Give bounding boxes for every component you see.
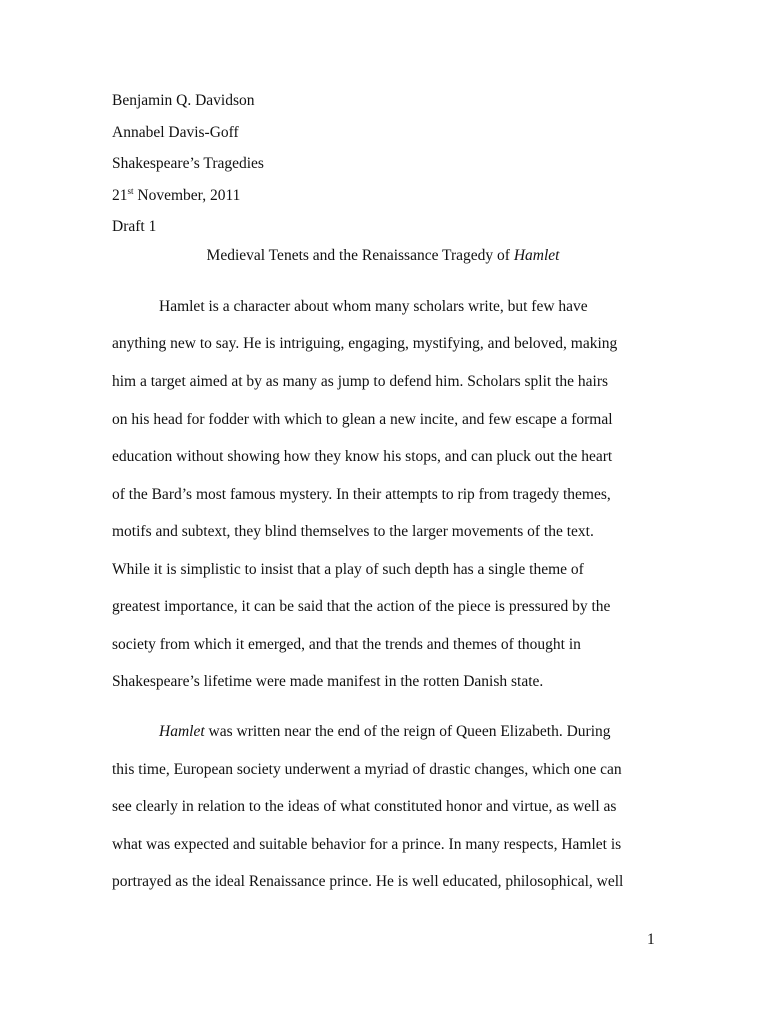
paragraph-2-line-4: what was expected and suitable behavior for a prince. In many respects, Hamlet is: [112, 836, 622, 853]
paragraph-2-italic: Hamlet: [159, 723, 205, 740]
paragraph-1-line-2: anything new to say. He is intriguing, engaging, mystifying, and beloved, making: [112, 335, 618, 352]
page-number: 1: [647, 931, 655, 948]
paragraph-1-line-4: on his head for fodder with which to glean a new incite, and few escape a formal: [112, 411, 613, 428]
date-suffix: st: [127, 186, 134, 196]
draft-label: Draft 1: [112, 218, 157, 235]
paragraph-1-line-7: motifs and subtext, they blind themselves to the larger movements of the text.: [112, 523, 594, 540]
paragraph-1-line-3: him a target aimed at by as many as jump to defend him. Scholars split the hairs: [112, 373, 609, 390]
title-main: Medieval Tenets and the Renaissance Tragedy of: [206, 247, 514, 264]
paragraph-2-line-1: [159, 722, 611, 742]
paragraph-2-line-5: portrayed as the ideal Renaissance prince. He is well educated, philosophical, well: [112, 873, 624, 890]
paragraph-2-first-rest: was written near the end of the reign of Queen Elizabeth. During: [204, 723, 611, 740]
author-name: Benjamin Q. Davidson: [112, 92, 255, 109]
paragraph-2-line-2: this time, European society underwent a myriad of drastic changes, which one can: [112, 761, 622, 778]
paragraph-1-line-1: Hamlet is a character about whom many scholars write, but few have: [159, 298, 588, 315]
date-line: [112, 186, 240, 206]
paragraph-2-line-3: see clearly in relation to the ideas of what constituted honor and virtue, as well as: [112, 798, 617, 815]
paragraph-1-line-8: While it is simplistic to insist that a play of such depth has a single theme of: [112, 561, 584, 578]
date-day: 21: [112, 187, 128, 204]
paragraph-1-line-10: society from which it emerged, and that the trends and themes of thought in: [112, 636, 581, 653]
instructor-name: Annabel Davis-Goff: [112, 124, 239, 141]
paragraph-1-line-11: Shakespeare’s lifetime were made manifest in the rotten Danish state.: [112, 673, 544, 690]
paragraph-1-line-6: of the Bard’s most famous mystery. In their attempts to rip from tragedy themes,: [112, 486, 611, 503]
date-rest: November, 2011: [133, 187, 241, 204]
paragraph-1-line-5: education without showing how they know his stops, and can pluck out the heart: [112, 448, 613, 465]
essay-title: [0, 246, 768, 266]
paragraph-1-line-9: greatest importance, it can be said that the action of the piece is pressured by the: [112, 598, 611, 615]
title-italic: Hamlet: [513, 247, 560, 264]
course-name: Shakespeare’s Tragedies: [112, 155, 264, 172]
